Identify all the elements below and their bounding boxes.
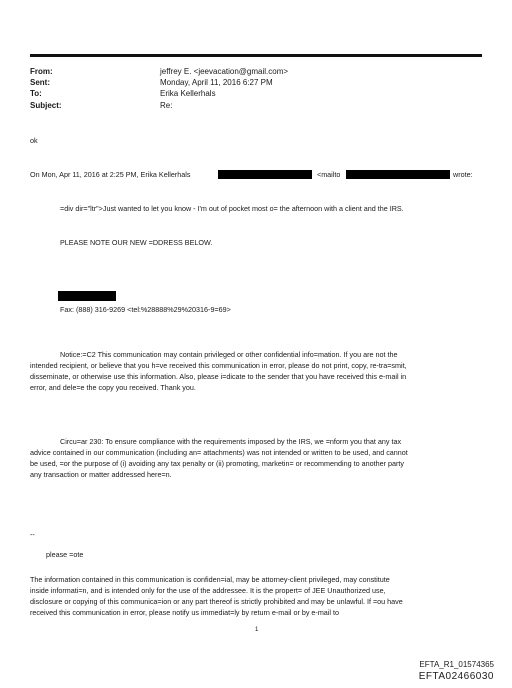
quoted-message: =div dir="ltr">Just wanted to let you know - I'm out of pocket most o= the afternoon with a client and the IRS. [60,204,404,213]
info-line: The information contained in this communication is confiden=ial, may be attorney-client privileged, may constitute [30,575,390,584]
sent-label: Sent: [30,78,50,87]
document-id-large: EFTA02466030 [418,671,494,682]
please-ote: please =ote [46,550,84,559]
notice-line: intended recipient, or believe that you h=ve received this communication in error, please do not print, copy, re-tra=smit, [30,361,407,370]
redaction-bar [58,291,116,301]
signature-dashes: -- [30,530,35,539]
subject-label: Subject: [30,101,62,110]
quote-mailto: <mailto [317,170,341,179]
document-id-small: EFTA_R1_01574365 [419,660,494,669]
quote-wrote: wrote: [453,170,473,179]
page-number: 1 [255,627,259,633]
reply-text: ok [30,136,38,145]
redaction-bar [346,170,450,179]
quote-prefix: On Mon, Apr 11, 2016 at 2:25 PM, Erika Kellerhals [30,170,191,179]
from-value: jeffrey E. <jeevacation@gmail.com> [160,67,289,76]
info-line: received this communication in error, please notify us immediat=ly by return e-mail or by e-mail to [30,608,339,617]
notice-line: disseminate, or otherwise use this information. Also, please i=dicate to the sender that you have received this e-mail in [30,372,407,381]
sent-value: Monday, April 11, 2016 6:27 PM [160,78,273,87]
to-value: Erika Kellerhals [160,89,216,98]
redaction-bar [218,170,312,179]
from-label: From: [30,67,53,76]
info-line: inside informati=n, and is intended only for the use of the addressee. It is the propert= of JEE Unauthorized use, [30,586,386,595]
circular-line: be used, =or the purpose of (i) avoiding any tax penalty or (ii) promoting, marketin= or recommending to another party [30,459,404,468]
info-line: disclosure or copying of this communica=ion or any part thereof is strictly prohibited and may be unlawful. If =ou have [30,597,403,606]
fax-line: Fax: (888) 316-9269 <tel:%28888%29%20316-9=69> [60,305,231,314]
circular-line: any transaction or matter addressed here=n. [30,470,172,479]
to-label: To: [30,89,42,98]
subject-value: Re: [160,101,173,110]
header-rule [30,54,482,57]
circular-line: advice contained in our communication (including an= attachments) was not intended or written to be used, and cannot [30,448,408,457]
please-note-address: PLEASE NOTE OUR NEW =DDRESS BELOW. [60,238,213,247]
notice-line: error, and dele=e the copy you received. Thank you. [30,383,196,392]
notice-line: Notice:=C2 This communication may contain privileged or other confidential info=mation. If you are not the [60,350,398,359]
circular-line: Circu=ar 230: To ensure compliance with the requirements imposed by the IRS, we =nform you that any tax [60,437,402,446]
